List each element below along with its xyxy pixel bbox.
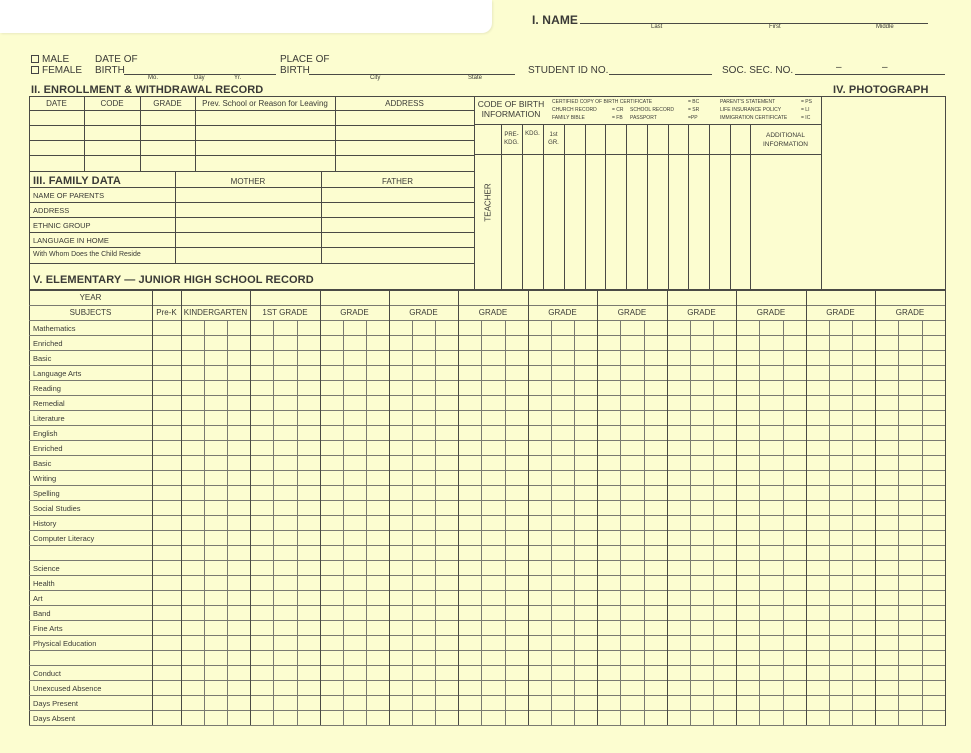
birth-code-title [475, 99, 547, 119]
additional-line1: ADDITIONAL [765, 132, 805, 139]
grid-row-line [29, 425, 945, 426]
code-li: LIFE INSURANCE POLICY [720, 107, 782, 113]
birth-col-line [605, 124, 606, 290]
family-row-divider [29, 202, 474, 203]
grid-row-line [29, 380, 945, 381]
family-row-address: ADDRESS [33, 206, 70, 215]
family-row-ethnic: ETHNIC GROUP [33, 221, 91, 230]
enroll-bottom [29, 171, 474, 172]
code-ps: PARENT'S STATEMENT [720, 99, 776, 105]
grid-subcol-line [505, 320, 506, 725]
code-ic-abbr: = IC [801, 115, 811, 121]
enroll-row-divider [29, 125, 474, 126]
prekdg-line2: KDG. [504, 140, 519, 146]
pob-sublabel-city: City [370, 75, 381, 81]
code-cr: CHURCH RECORD [552, 107, 597, 113]
family-col-mother: MOTHER [230, 177, 266, 186]
grid-subcol-line [713, 320, 714, 725]
grid-subcol-line [297, 320, 298, 725]
grid-row-line [29, 470, 945, 471]
dob-sublabel-mo: Mo. [148, 75, 159, 81]
grid-subcol-line [783, 320, 784, 725]
grid-subcol-line [435, 320, 436, 725]
grid-row-line [29, 485, 945, 486]
birth-codes-col1-abbr-bc: = BC [688, 99, 700, 105]
enroll-row-divider [29, 155, 474, 156]
male-checkbox[interactable] [31, 55, 39, 63]
grid-row-line [29, 515, 945, 516]
grid-col-line [181, 290, 182, 725]
ssn-field[interactable] [795, 74, 945, 75]
birth-col-line [501, 124, 502, 290]
birth-col-line [543, 124, 544, 290]
school-grid-frame [29, 290, 946, 726]
subject-row-label: Spelling [33, 489, 60, 498]
subject-row-label: Physical Education [33, 639, 97, 648]
grid-row-line [29, 650, 945, 651]
subject-row-label: Fine Arts [33, 624, 63, 633]
birth-col-line [585, 124, 586, 290]
code-bc: CERTIFIED COPY OF BIRTH CERTIFICATE [552, 99, 653, 105]
code-ic: IMMIGRATION CERTIFICATE [720, 115, 788, 121]
subject-row-label: Computer Literacy [33, 534, 95, 543]
grid-subcol-line [366, 320, 367, 725]
enroll-header-divider [29, 110, 474, 111]
name-sublabel-middle: Middle [876, 24, 894, 30]
grid-row-line [29, 620, 945, 621]
grade-column-header: GRADE [687, 308, 716, 317]
grid-subcol-line [759, 320, 760, 725]
family-row-language: LANGUAGE IN HOME [33, 236, 109, 245]
grid-row-line [29, 545, 945, 546]
subject-row-label: History [33, 519, 57, 528]
grid-row-line [29, 350, 945, 351]
subject-row-label: Literature [33, 414, 65, 423]
subjects-label: SUBJECTS [69, 308, 112, 317]
grid-row-line [29, 725, 945, 726]
grade-column-header: GRADE [478, 308, 508, 317]
grid-subcol-line [644, 320, 645, 725]
grade-column-header: KINDERGARTEN [183, 308, 248, 317]
grade-column-header: GRADE [548, 308, 577, 317]
birth-grade-prekdg [501, 131, 522, 147]
enroll-col-grade: GRADE [153, 99, 182, 108]
grid-row-line [29, 395, 945, 396]
grid-row-line [29, 365, 945, 366]
birth-codes-col2-pp: PASSPORT [630, 115, 657, 121]
subject-row-label: Language Arts [33, 369, 82, 378]
subject-row-label: Enriched [33, 444, 63, 453]
subject-row-label: Basic [33, 354, 52, 363]
subject-row-label: Enriched [33, 339, 63, 348]
enrollment-title: II. ENROLLMENT & WITHDRAWAL RECORD [31, 84, 264, 96]
first-gr-line1: 1st [549, 132, 558, 138]
student-id-label: STUDENT ID NO. [528, 65, 609, 76]
year-row-line [29, 305, 945, 306]
grade-column-header: GRADE [340, 308, 369, 317]
subject-row-label: Days Present [33, 699, 79, 708]
student-id-field[interactable] [609, 74, 712, 75]
subject-row-label: Days Absent [33, 714, 76, 723]
dob-sublabel-yr: Yr. [234, 75, 242, 81]
birth-codes-col2-sr: SCHOOL RECORD [630, 107, 674, 113]
gender-female-option[interactable]: FEMALE [31, 65, 82, 76]
birth-codes-col1-abbr-fb: = FB [612, 115, 623, 121]
grid-col-line [389, 290, 390, 725]
birth-codes-col1-abbr-cr: = CR [612, 107, 624, 113]
photo-left-border [821, 96, 822, 290]
grade-column-header: GRADE [756, 308, 786, 317]
grid-subcol-line [574, 320, 575, 725]
pob-sublabel-state: State [468, 75, 483, 81]
name-sublabel-last: Last [651, 24, 663, 30]
grid-row-line [29, 500, 945, 501]
name-sublabel-first: First [769, 24, 781, 30]
family-row-divider [29, 263, 474, 264]
code-ps-abbr: = PS [801, 99, 812, 105]
grid-subcol-line [922, 320, 923, 725]
subject-row-label: Remedial [33, 399, 65, 408]
dob-label-line2: BIRTH [95, 65, 125, 76]
grid-row-line [29, 605, 945, 606]
grid-subcol-line [620, 320, 621, 725]
grade-column-header: GRADE [826, 308, 855, 317]
grid-row-line [29, 590, 945, 591]
subject-row-label: Mathematics [33, 324, 76, 333]
ssn-separator-1: – [836, 62, 842, 73]
birth-col-line [668, 124, 669, 290]
family-row-reside: With Whom Does the Child Reside [33, 251, 141, 258]
enroll-col-prev-school: Prev. School or Reason for Leaving [202, 99, 328, 108]
grid-col-line [250, 290, 251, 725]
prekdg-line1: PRE- [504, 132, 519, 138]
grid-col-line [320, 290, 321, 725]
year-label: YEAR [79, 293, 102, 302]
folder-tab-cutout [0, 0, 492, 33]
grid-col-line [875, 290, 876, 725]
subject-row-label: Band [33, 609, 51, 618]
subject-row-label: Reading [33, 384, 61, 393]
subject-row-label: Art [33, 594, 43, 603]
subject-row-label: English [33, 429, 58, 438]
grade-column-header: GRADE [617, 308, 647, 317]
grid-row-line [29, 665, 945, 666]
grid-row-line [29, 320, 945, 321]
grid-row-line [29, 560, 945, 561]
name-label: I. NAME [532, 13, 579, 27]
ssn-label: SOC. SEC. NO. [722, 65, 794, 76]
photograph-title: IV. PHOTOGRAPH [833, 84, 929, 96]
grid-col-line [458, 290, 459, 725]
female-checkbox[interactable] [31, 66, 39, 74]
grid-row-line [29, 575, 945, 576]
grid-subcol-line [343, 320, 344, 725]
birth-col-line [709, 124, 710, 290]
gender-male-option[interactable]: MALE [31, 54, 69, 65]
teacher-label: TEACHER [483, 183, 493, 222]
birth-codes-col3 [720, 98, 787, 122]
grid-row-line [29, 635, 945, 636]
family-row-name: NAME OF PARENTS [33, 191, 105, 200]
first-gr-line2: GR. [548, 140, 559, 146]
additional-line2: INFORMATION [762, 141, 808, 148]
dob-label-line1: DATE OF [95, 54, 138, 65]
code-fb: FAMILY BIBLE [552, 115, 585, 121]
additional-info-header [750, 131, 821, 149]
enroll-col-code: CODE [100, 99, 124, 108]
birth-col-line [564, 124, 565, 290]
birth-col-line [522, 124, 523, 290]
birth-codes-col3-abbr [801, 98, 812, 122]
subject-row-label: Writing [33, 474, 57, 483]
family-title: III. FAMILY DATA [33, 175, 121, 187]
grid-subcol-line [227, 320, 228, 725]
family-row-divider [29, 247, 474, 248]
grid-subcol-line [690, 320, 691, 725]
subject-row-label: Unexcused Absence [33, 684, 102, 693]
birth-col-line [730, 124, 731, 290]
grid-subcol-line [273, 320, 274, 725]
grid-row-line [29, 530, 945, 531]
family-row-divider [29, 217, 474, 218]
grid-col-line [597, 290, 598, 725]
family-row-divider [29, 187, 474, 188]
birth-col-line [626, 124, 627, 290]
grade-column-header: 1ST GRADE [262, 308, 308, 317]
grid-row-line [29, 680, 945, 681]
grid-col-line [806, 290, 807, 725]
birth-grade-1st [543, 131, 564, 147]
grid-subcol-line [551, 320, 552, 725]
pob-label-line1: PLACE OF [280, 54, 330, 65]
ssn-separator-2: – [882, 62, 888, 73]
grid-subcol-line [412, 320, 413, 725]
enroll-col-address: ADDRESS [385, 99, 424, 108]
grade-column-header: GRADE [409, 308, 438, 317]
birth-col-line [688, 124, 689, 290]
birth-codes-col2-pp-abbr: =PP [688, 115, 698, 121]
dob-sublabel-day: Day [194, 75, 205, 81]
birth-codes-col2-sr-abbr: = SR [688, 107, 700, 113]
grid-subcol-line [481, 320, 482, 725]
pob-field[interactable] [309, 74, 515, 75]
birth-col-line [647, 124, 648, 290]
pob-label-line2: BIRTH [280, 65, 310, 76]
grade-column-header: GRADE [895, 308, 925, 317]
school-record-title: V. ELEMENTARY — JUNIOR HIGH SCHOOL RECORD [33, 274, 314, 286]
grid-col-line [667, 290, 668, 725]
subject-row-label: Basic [33, 459, 52, 468]
grid-subcol-line [829, 320, 830, 725]
enroll-right-border [474, 96, 475, 290]
grade-column-header: Pre-K [156, 308, 177, 317]
grid-row-line [29, 335, 945, 336]
enroll-col-date: DATE [46, 99, 67, 108]
grid-row-line [29, 440, 945, 441]
grid-row-line [29, 695, 945, 696]
grid-col-line [736, 290, 737, 725]
subject-row-label: Science [33, 564, 60, 573]
subject-row-label: Conduct [33, 669, 61, 678]
grid-subcol-line [898, 320, 899, 725]
grid-row-line [29, 455, 945, 456]
grid-row-line [29, 410, 945, 411]
birth-grade-kdg: KDG. [525, 131, 540, 137]
grid-row-line [29, 710, 945, 711]
birth-code-title-line2: INFORMATION [481, 109, 541, 119]
enroll-row-divider [29, 140, 474, 141]
family-row-divider [29, 232, 474, 233]
birth-code-title-line1: CODE OF BIRTH [477, 99, 545, 109]
grid-col-line [152, 290, 153, 725]
grid-col-line [528, 290, 529, 725]
subject-row-label: Health [33, 579, 55, 588]
grid-subcol-line [852, 320, 853, 725]
code-li-abbr: = LI [801, 107, 810, 113]
family-col-father: FATHER [382, 177, 413, 186]
subject-row-label: Social Studies [33, 504, 81, 513]
grid-subcol-line [204, 320, 205, 725]
